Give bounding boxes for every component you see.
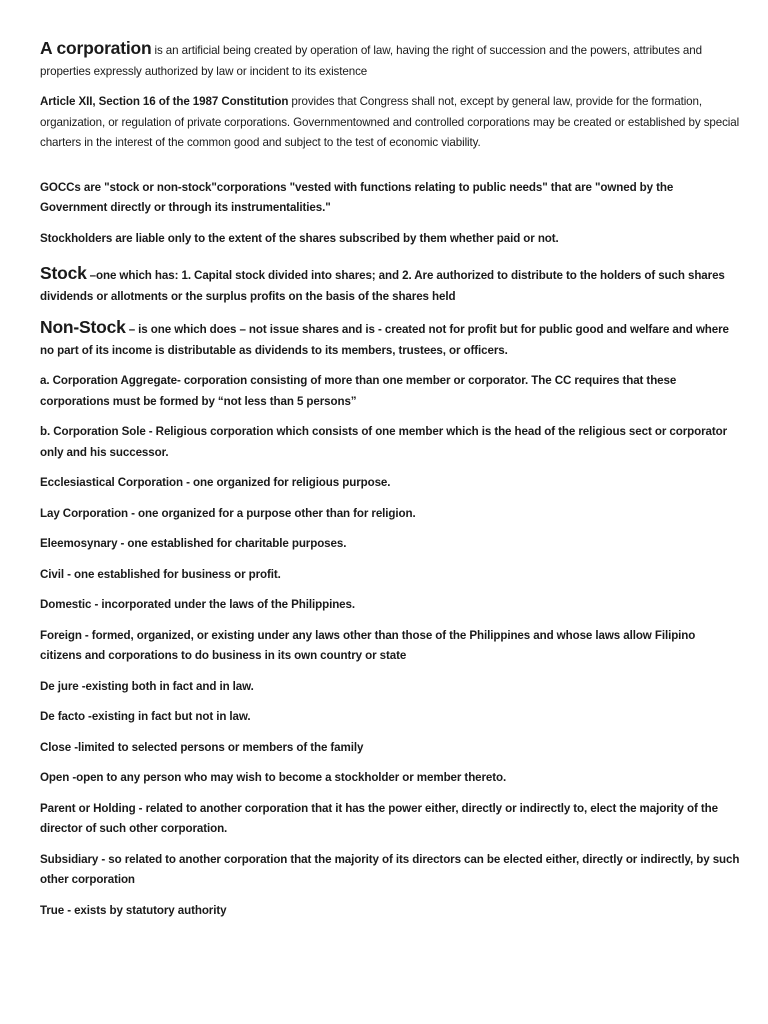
definition-item: True - exists by statutory authority [40,903,227,917]
definition-item: b. Corporation Sole - Religious corporation which consists of one member which is the head of the religious sect or corporator only and his successor. [40,425,727,459]
non-stock-text: – is one which does – not issue shares and is - created not for profit but for public good and welfare and where no part of its income is distributable as dividends to its members, trustees, or officers. [40,323,729,357]
definition-item: Eleemosynary - one established for charitable purposes. [40,537,347,550]
article-text: provides that Congress shall not, except by general law, provide for the formation, organization, or regulation of private corporations. Governmentowned and controlled corporations may be created or established by special charters in the interest of the common good and subject to the test of economic viability. [40,95,740,149]
definition-item: De facto -existing in fact but not in law. [40,710,251,723]
article-title: Article XII, Section 16 of the 1987 Constitution [40,95,289,108]
definition-item: Foreign - formed, organized, or existing under any laws other than those of the Philippines and whose laws allow Filipino citizens and corporations to do business in its own country or state [40,628,696,662]
definition-item: Parent or Holding - related to another corporation that it has the power either, directly or indirectly to, elect the majority of the director of such other corporation. [40,801,718,835]
definition-item: Domestic - incorporated under the laws of the Philippines. [40,598,356,611]
intro-term: A corporation [40,38,152,58]
stock-text: –one which has: 1. Capital stock divided into shares; and 2. Are authorized to distribute to the holders of such shares dividends or allotments or the surplus profits on the basis of the shares held [40,269,725,303]
article-paragraph [40,92,740,154]
non-stock-paragraph [40,317,740,361]
definitions-list [40,371,740,921]
intro-paragraph [40,38,740,82]
non-stock-term: Non-Stock [40,317,126,337]
definition-item: a. Corporation Aggregate- corporation consisting of more than one member or corporator. The CC requires that these corporations must be formed by “not less than 5 persons” [40,374,677,408]
stock-paragraph [40,263,740,307]
definition-item: De jure -existing both in fact and in law. [40,679,254,693]
goccs-paragraph: GOCCs are "stock or non-stock"corporations "vested with functions relating to public needs" that are "owned by the Government directly or through its instrumentalities." [40,180,674,214]
definition-item: Close -limited to selected persons or members of the family [40,740,364,754]
stock-term: Stock [40,263,87,283]
definition-item: Lay Corporation - one organized for a purpose other than for religion. [40,506,416,520]
definition-item: Open -open to any person who may wish to become a stockholder or member thereto. [40,771,507,784]
document-page [40,38,740,931]
stockholders-paragraph: Stockholders are liable only to the extent of the shares subscribed by them whether paid or not. [40,231,559,245]
definition-item: Ecclesiastical Corporation - one organized for religious purpose. [40,476,391,489]
definition-item: Civil - one established for business or profit. [40,567,281,581]
definition-item: Subsidiary - so related to another corporation that the majority of its directors can be elected either, directly or indirectly, by such other corporation [40,852,740,886]
intro-text: is an artificial being created by operation of law, having the right of succession and the powers, attributes and properties expressly authorized by law or incident to its existence [40,44,702,78]
